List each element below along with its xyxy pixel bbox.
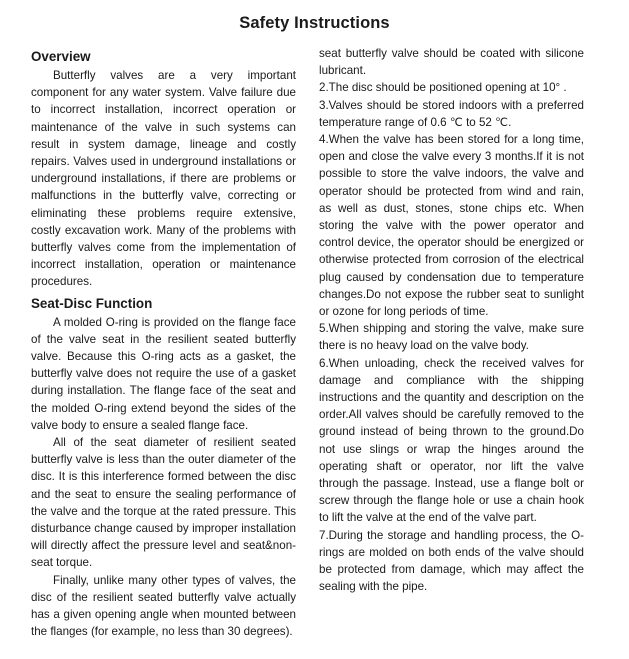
instruction-item-2: 2.The disc should be positioned opening at 10° .	[319, 81, 567, 95]
continuation-paragraph: seat butterfly valve should be coated with silicone lubricant.	[319, 47, 584, 78]
overview-paragraph: Butterfly valves are a very important component for any water system. Valve failure due to incorrect installation, incorrect operation or maintenance of the valve in such systems can result in system damage, lineage and costly repairs. Valves used in underground installations or underground installations, if there are problems or malfunctions in the butterfly valve, correcting or eliminating these problems require extensive, costly excavation work. Many of the problems with butterfly valves come from the implementation of incorrect installation, operation or maintenance procedures.	[31, 69, 296, 289]
seat-disc-paragraph-1: A molded O-ring is provided on the flange face of the valve seat in the resilient seated butterfly valve. Because this O-ring acts as a gasket, the butterfly valve does not require the use of a gasket during installation. The flange face of the seat and the molded O-ring extend beyond the sides of the valve body to ensure a sealed flange face.	[31, 315, 296, 432]
seat-disc-heading: Seat-Disc Function	[31, 295, 153, 311]
instruction-item-7: 7.During the storage and handling process, the O-rings are molded on both ends of the valve should be protected from damage, which may affect the sealing with the pipe.	[319, 528, 584, 594]
instruction-item-5: 5.When shipping and storing the valve, make sure there is no heavy load on the valve body.	[319, 322, 584, 353]
instruction-item-6: 6.When unloading, check the received valves for damage and compliance with the shipping instructions and the quantity and description on the order.All valves should be carefully removed to the ground instead of being thrown to the ground.Do not use slings or wrap the hinges around the operating shaft or operator, nor lift the valve through the passage. Instead, use a flange bolt or screw through the flange hole or use a chain hook to lift the valve at the end of the valve part.	[319, 356, 584, 525]
instruction-item-3: 3.Valves should be stored indoors with a preferred temperature range of 0.6 ℃ to 52 ℃.	[319, 98, 584, 129]
seat-disc-paragraph-3: Finally, unlike many other types of valves, the disc of the resilient seated butterfly valve actually has a given opening angle when mounted between the flanges (for example, no less than 30 degrees).	[31, 573, 296, 639]
page-title: Safety Instructions	[239, 14, 390, 32]
instruction-item-4: 4.When the valve has been stored for a long time, open and close the valve every 3 months.If it is not possible to store the valve indoors, the valve and operator should be protected from wind and rain, as well as dust, stones, stone chips etc. When storing the valve with the power operator and control device, the operator should be energized or otherwise protected from corrosion of the electrical plug caused by condensation due to temperature changes.Do not expose the rubber seat to sunlight or ozone for long periods of time.	[319, 133, 584, 319]
seat-disc-paragraph-2: All of the seat diameter of resilient seated butterfly valve is less than the outer diameter of the disc. It is this interference formed between the disc and the seat to ensure the sealing performance of the valve and the torque at the rated pressure. This disturbance change caused by improper installation will directly affect the pressure level and seat&non-seat torque.	[31, 436, 296, 570]
right-column	[319, 45, 584, 596]
overview-heading: Overview	[31, 49, 91, 64]
left-column	[31, 45, 296, 641]
